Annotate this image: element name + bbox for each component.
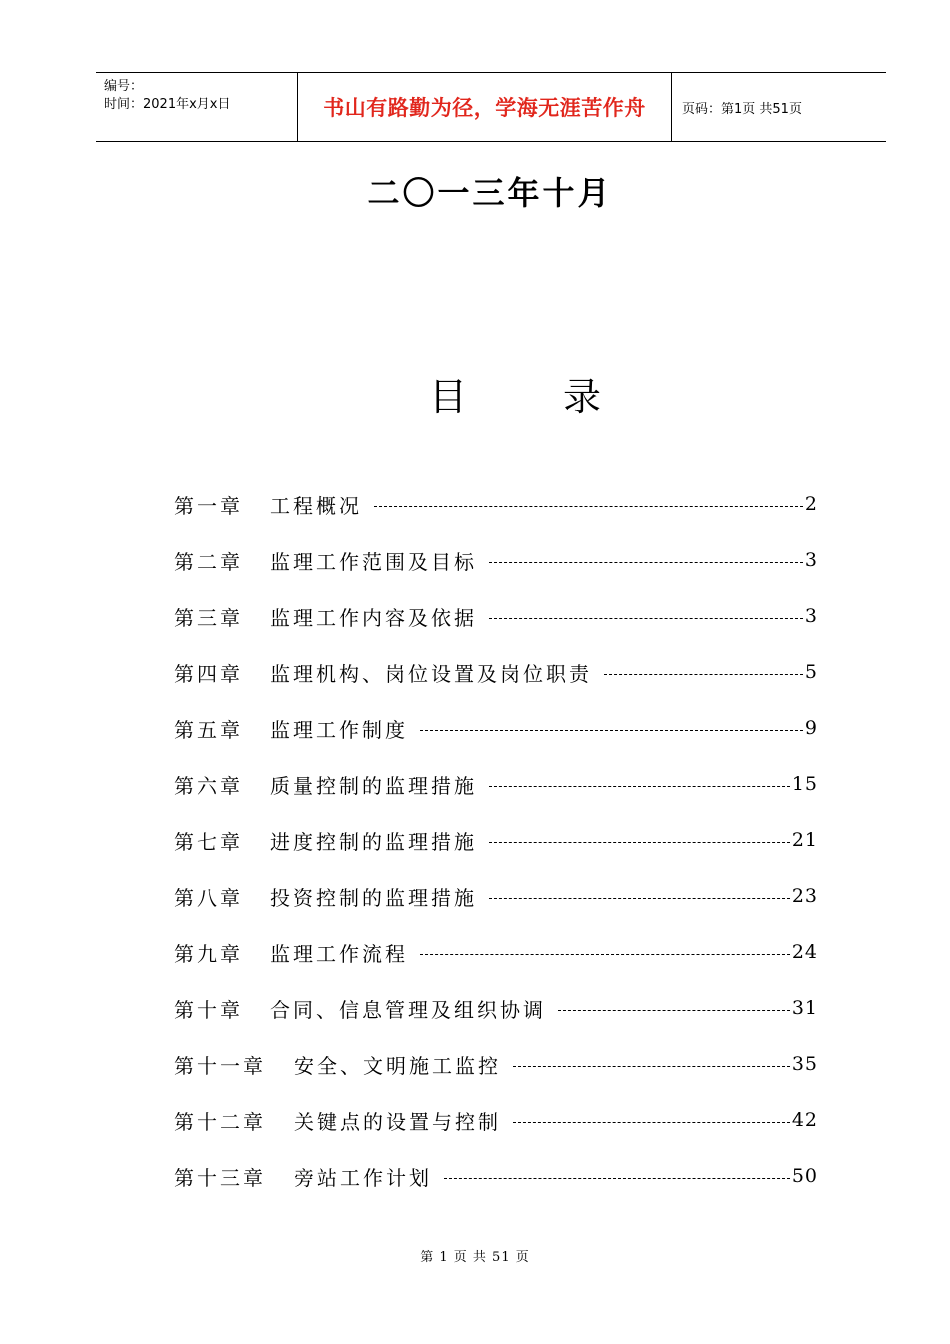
toc-chapter-title: 监理机构、岗位设置及岗位职责 (270, 661, 592, 686)
toc-page-number: 15 (791, 773, 818, 795)
toc-leader-dashes (513, 1122, 790, 1123)
toc-leader-dashes (489, 786, 790, 787)
document-number-label: 编号： (104, 79, 144, 94)
toc-leader-dashes (374, 506, 803, 507)
toc-chapter-number: 第五章 (174, 717, 243, 742)
toc-chapter-number: 第十二章 (174, 1109, 266, 1134)
toc-page-number: 3 (804, 549, 818, 571)
toc-leader-dashes (604, 674, 803, 675)
toc-chapter-title: 旁站工作计划 (294, 1165, 432, 1190)
page-footer: 第 1 页 共 51 页 (420, 1250, 530, 1265)
toc-page-number: 9 (804, 717, 818, 739)
toc-page-number: 23 (791, 885, 818, 907)
toc-page-number: 21 (791, 829, 818, 851)
toc-chapter-title: 关键点的设置与控制 (294, 1109, 501, 1134)
toc-entry[interactable] (174, 542, 818, 578)
toc-chapter-number: 第八章 (174, 885, 243, 910)
toc-entry[interactable] (174, 766, 818, 802)
toc-chapter-number: 第十三章 (174, 1165, 266, 1190)
toc-chapter-title: 进度控制的监理措施 (270, 829, 477, 854)
toc-entry[interactable] (174, 934, 818, 970)
toc-page-number: 5 (804, 661, 818, 683)
toc-chapter-number: 第十一章 (174, 1053, 266, 1078)
toc-leader-dashes (558, 1010, 790, 1011)
toc-chapter-number: 第九章 (174, 941, 243, 966)
toc-entry[interactable] (174, 878, 818, 914)
toc-chapter-number: 第三章 (174, 605, 243, 630)
toc-leader-dashes (420, 730, 803, 731)
header-page-info: 页码：第1页 共51页 (682, 101, 802, 117)
toc-entry[interactable] (174, 486, 818, 522)
toc-page-number: 35 (791, 1053, 818, 1075)
toc-chapter-title: 监理工作内容及依据 (270, 605, 477, 630)
toc-entry[interactable] (174, 710, 818, 746)
toc-heading (0, 366, 950, 421)
toc-chapter-title: 监理工作范围及目标 (270, 549, 477, 574)
toc-entry[interactable] (174, 990, 818, 1026)
toc-chapter-number: 第一章 (174, 493, 243, 518)
toc-entry[interactable] (174, 598, 818, 634)
toc-chapter-number: 第四章 (174, 661, 243, 686)
toc-entry[interactable] (174, 1046, 818, 1082)
toc-chapter-title: 质量控制的监理措施 (270, 773, 477, 798)
toc-leader-dashes (420, 954, 790, 955)
toc-leader-dashes (489, 898, 790, 899)
toc-leader-dashes (513, 1066, 790, 1067)
toc-chapter-number: 第七章 (174, 829, 243, 854)
toc-heading-right: 录 (563, 375, 602, 419)
toc-page-number: 24 (791, 941, 818, 963)
toc-leader-dashes (489, 562, 803, 563)
toc-chapter-number: 第六章 (174, 773, 243, 798)
toc-page-number: 42 (791, 1109, 818, 1131)
toc-leader-dashes (489, 618, 803, 619)
toc-page-number: 31 (791, 997, 818, 1019)
header-motto: 书山有路勤为径，学海无涯苦作舟 (323, 96, 646, 120)
document-date-title: 二〇一三年十月 (367, 174, 613, 212)
toc-chapter-title: 监理工作流程 (270, 941, 408, 966)
toc-leader-dashes (489, 842, 790, 843)
toc-chapter-title: 工程概况 (270, 493, 362, 518)
header-page-cell (672, 73, 886, 141)
toc-chapter-title: 合同、信息管理及组织协调 (270, 997, 546, 1022)
toc-entry[interactable] (174, 822, 818, 858)
toc-chapter-title: 投资控制的监理措施 (270, 885, 477, 910)
toc-entry[interactable] (174, 654, 818, 690)
toc-chapter-title: 监理工作制度 (270, 717, 408, 742)
document-header (96, 72, 886, 142)
toc-chapter-number: 第二章 (174, 549, 243, 574)
toc-entry[interactable] (174, 1102, 818, 1138)
toc-entry[interactable] (174, 1158, 818, 1194)
toc-chapter-number: 第十章 (174, 997, 243, 1022)
toc-heading-left: 目 (428, 375, 467, 419)
document-date-label: 时间：2021年x月x日 (104, 97, 231, 112)
header-motto-cell (298, 73, 672, 141)
toc-chapter-title: 安全、文明施工监控 (294, 1053, 501, 1078)
toc-leader-dashes (444, 1178, 790, 1179)
header-meta-cell (96, 73, 298, 141)
toc-page-number: 50 (791, 1165, 818, 1187)
toc-page-number: 3 (804, 605, 818, 627)
toc-page-number: 2 (804, 493, 818, 515)
